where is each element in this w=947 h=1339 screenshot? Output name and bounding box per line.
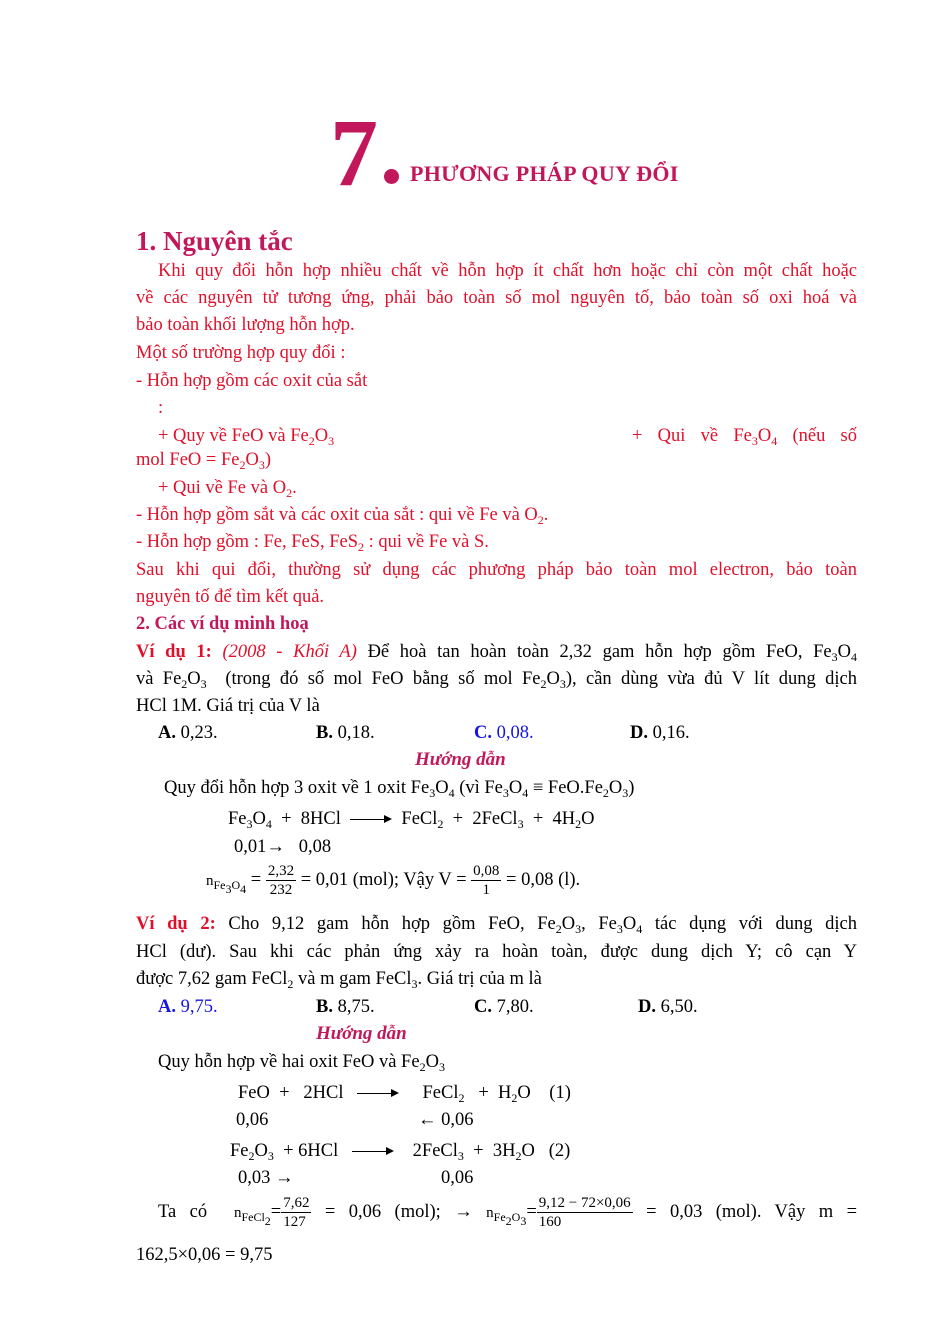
example1-mole-ratio: 0,01→ 0,08 <box>234 837 332 857</box>
example2-calculation: Ta có $n_{FeCl_2}=$ $\frac{7,62}{127}$ = 0,06 (mol); → $n_{Fe_2O_3}=$ $\frac{9,12 - 72\times 0,06}{160}$ = 0,03 (mol). Vậy m = <box>158 1195 858 1230</box>
sub-case-fe3o4: + Qui về $Fe_3O_4$ (nếu số <box>632 426 857 448</box>
cases-intro: Một số trường hợp quy đổi : <box>136 343 346 363</box>
after-line-1: Sau khi qui đổi, thường sử dụng các phương pháp bảo toàn mol electron, bảo toàn <box>136 560 857 580</box>
case-fe-fes: - Hỗn hợp gồm : Fe, FeS, FeS$_2$ : qui về Fe và S. <box>136 532 489 554</box>
principle-line-1: Khi quy đổi hỗn hợp nhiều chất về hỗn hợp ít chất hơn hoặc chỉ còn một chất hoặc <box>158 261 857 281</box>
sub-case-feo-fe2o3: + Quy về FeO và $Fe_2O_3$ <box>158 426 335 448</box>
reaction-arrow-icon <box>357 1089 399 1099</box>
example2-option-b[interactable]: B. 8,75. <box>316 997 375 1017</box>
case-iron-oxides: - Hỗn hợp gồm các oxit của sắt <box>136 371 368 391</box>
principle-line-3: bảo toàn khối lượng hỗn hợp. <box>136 315 355 335</box>
example1-option-b[interactable]: B. 0,18. <box>316 723 375 743</box>
example2-mole-2-right: 0,06 <box>441 1168 474 1188</box>
section-heading-examples: 2. Các ví dụ minh hoạ <box>136 614 309 634</box>
fraction-volume: $\frac{0,08}{1}$ <box>473 863 500 898</box>
bullet-dot-icon <box>384 169 399 184</box>
chapter-title: PHƯƠNG PHÁP QUY ĐỔI <box>410 161 679 186</box>
reaction-arrow-icon <box>350 815 392 825</box>
example2-question-line2: HCl (dư). Sau khi các phản ứng xảy ra hoàn toàn, được dung dịch Y; cô cạn Y <box>136 942 857 962</box>
section-heading-principle: 1. Nguyên tắc <box>136 226 293 256</box>
example2-guide-heading: Hướng dẫn <box>316 1023 407 1044</box>
example2-reaction2: $Fe_2O_3 + 6HCl$ 2FeCl$_3$ + $3H_2O$ (2) <box>230 1141 571 1163</box>
chapter-number: 7 <box>330 99 378 206</box>
example2-final-result: 162,5×0,06 = 9,75 <box>136 1245 273 1265</box>
example2-question-line3: được 7,62 gam FeCl$_2$ và m gam FeCl$_3$. Giá trị của m là <box>136 969 542 991</box>
example1-question-line1: Ví dụ 1: (2008 - Khối A) Để hoà tan hoàn toàn 2,32 gam hỗn hợp gồm FeO, $Fe_3O_4$ <box>136 642 858 664</box>
example1-label: Ví dụ 1: <box>136 642 212 662</box>
example2-option-d[interactable]: D. 6,50. <box>638 997 698 1017</box>
example1-source: (2008 - Khối A) <box>222 642 357 662</box>
example2-mole-1-right: ← 0,06 <box>418 1110 474 1130</box>
after-line-2: nguyên tố để tìm kết quả. <box>136 587 325 607</box>
example2-option-a-correct[interactable]: A. 9,75. <box>158 997 218 1017</box>
fraction-fe2o3: $\frac{9,12 - 72\times 0,06}{160}$ <box>538 1195 631 1230</box>
example1-reaction: $Fe_3O_4 + 8HCl$ FeCl$_2$ + 2FeCl$_3$ + $4H_2O$ <box>228 809 595 831</box>
sub-case-condition: mol FeO = $Fe_2O_3$) <box>136 450 271 472</box>
example1-guide-line1: Quy đổi hỗn hợp 3 oxit về 1 oxit $Fe_3O_4$ (vì $Fe_3O_4 \equiv FeO.Fe_2O_3$) <box>164 778 635 800</box>
example2-label: Ví dụ 2: <box>136 914 216 934</box>
example2-reaction1: FeO + 2HCl FeCl$_2$ + $H_2O$ (1) <box>238 1083 571 1105</box>
sub-case-fe-o2: + Qui về Fe và $O_2$. <box>158 478 297 500</box>
example2-question-line1: Ví dụ 2: Cho 9,12 gam hỗn hợp gồm FeO, $Fe_2O_3$, $Fe_3O_4$ tác dụng với dung dịch <box>136 914 858 936</box>
example2-mole-2-left: 0,03 → <box>238 1168 294 1188</box>
fraction-fecl2: $\frac{7,62}{127}$ <box>283 1195 310 1230</box>
fraction-mass-over-molar: $\frac{2,32}{232}$ <box>267 863 295 898</box>
example2-mole-1-left: 0,06 <box>236 1110 269 1130</box>
example1-option-a[interactable]: A. 0,23. <box>158 723 218 743</box>
example2-guide-line1: Quy hỗn hợp về hai oxit FeO và $Fe_2O_3$ <box>158 1052 445 1074</box>
example1-question-line3: HCl 1M. Giá trị của V là <box>136 696 320 716</box>
case-colon: : <box>158 398 164 418</box>
example1-option-c-correct[interactable]: C. 0,08. <box>474 723 534 743</box>
example1-option-d[interactable]: D. 0,16. <box>630 723 690 743</box>
case-iron-and-oxides: - Hỗn hợp gồm sắt và các oxit của sắt : qui về Fe và $O_2$. <box>136 505 549 527</box>
principle-line-2: về các nguyên tử tương ứng, phải bảo toàn số mol nguyên tố, bảo toàn số oxi hoá và <box>136 288 857 308</box>
example2-option-c[interactable]: C. 7,80. <box>474 997 534 1017</box>
right-arrow-icon: → <box>266 837 285 857</box>
example1-question-line2: và $Fe_2O_3$ (trong đó số mol FeO bằng số mol $Fe_2O_3$), cần dùng vừa đủ V lít dung dịch <box>136 669 857 691</box>
reaction-arrow-icon <box>352 1147 394 1157</box>
example1-guide-heading: Hướng dẫn <box>415 749 506 770</box>
example1-calculation: $n_{Fe_3O_4}$ = $\frac{2,32}{232}$ = 0,01 (mol); Vậy V = $\frac{0,08}{1}$ = 0,08 (l). <box>206 863 581 898</box>
